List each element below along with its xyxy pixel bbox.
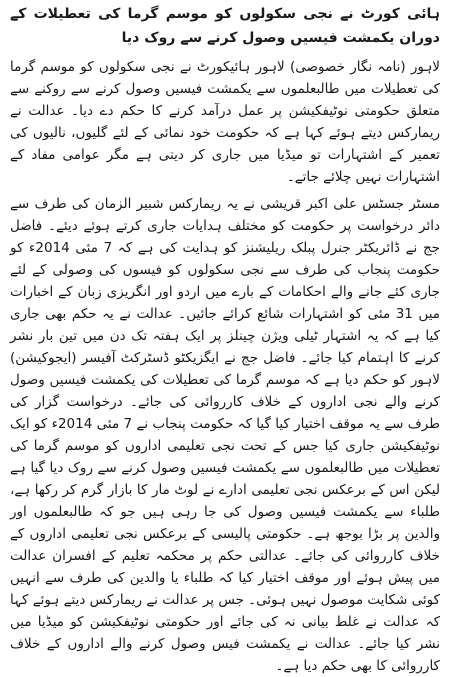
article-headline: ہائی کورٹ نے نجی سکولوں کو موسم گرما کی تعطیلات کے دوران یکمشت فیسیں وصول کرنے سے روک دیا	[10, 6, 440, 46]
article-paragraph-2: مسٹر جسٹس علی اکبر قریشی نے یہ ریمارکس شبیر الزمان کی طرف سے دائر درخواست پر حکومت کو مختلف ہدایات جاری کرتے ہوئے دیئے۔ فاضل جج نے ڈائریکٹر جنرل پبلک ریلیشنز کو ہدایت کی ہے کہ 7 مئی 2014ء کو حکومت پنجاب کی طرف سے نجی سکولوں کو فیسوں کی وصولی کے لئے جاری کئے جانے والے احکامات کے بارے میں اردو اور انگریزی زبان کے اخبارات میں 31 مئی کو اشتہارات شائع کرائے جائیں۔ عدالت نے یہ حکم بھی جاری کیا ہے کہ یہ اشتہار ٹیلی ویژن چینلز پر ایک ہفتہ تک دن میں تین بار نشر کرنے کا اہتمام کیا جائے۔ فاضل جج نے ایگزیکٹو ڈسٹرکٹ آفیسر (ایجوکیشن) لاہور کو حکم دیا ہے کہ موسم گرما کی تعطیلات کی یکمشت فیسیں وصول کرنے والے نجی اداروں کے خلاف کارروائی کی جائے۔ درخواست گزار کی طرف سے یہ موقف اختیار کیا گیا کہ حکومت پنجاب نے 7 مئی 2014ء کو ایک نوٹیفکیشن جاری کیا جس کے تحت نجی تعلیمی اداروں کو موسم گرما کی تعطیلات میں طالبعلموں سے یکمشت فیسیں وصول کرنے سے روک دیا گیا ہے لیکن اس کے برعکس نجی تعلیمی ادارے نے لوٹ مار کا بازار گرم کر رکھا ہے، طلباء سے یکمشت فیسیں وصول کی جا رہی ہیں جو کہ طالبعلموں اور والدین پر بڑا بوجھ ہے۔ حکومتی پالیسی کے برعکس نجی تعلیمی اداروں کے خلاف کارروائی کی جائے۔ عدالتی حکم پر محکمہ تعلیم کے افسران عدالت میں پیش ہوئے اور موقف اختیار کیا کہ طلباء یا والدین کی طرف سے انہیں کوئی شکایت موصول نہیں ہوئی۔ جس پر عدالت نے ریمارکس دیتے ہوئے کہا کہ عدالت نے غلط بیانی نہ کی جائے اور حکومتی نوٹیفکیشن کو میڈیا میں نشر کیا جائے۔ عدالت نے یکمشت فیس وصول کرنے والے اداروں کے خلاف کارروائی کا بھی حکم دیا ہے۔	[10, 196, 441, 674]
article-paragraph-1: لاہور (نامہ نگار خصوصی) لاہور ہائیکورٹ نے نجی سکولوں کو موسم گرما کی تعطیلات میں طالبعلموں سے یکمشت فیسیں وصول کرنے سے روکنے سے متعلق حکومتی نوٹیفکیشن پر عمل درآمد کرنے کا حکم دے دیا۔ عدالت نے ریمارکس دیتے ہوئے کہا ہے کہ حکومت خود نمائی کے لئے گلیوں، نالیوں کی تعمیر کے اشتہارات تو میڈیا میں جاری کر دیتی ہے مگر عوامی مفاد کے اشتہارات نہیں چلائے جاتے۔	[10, 59, 440, 185]
